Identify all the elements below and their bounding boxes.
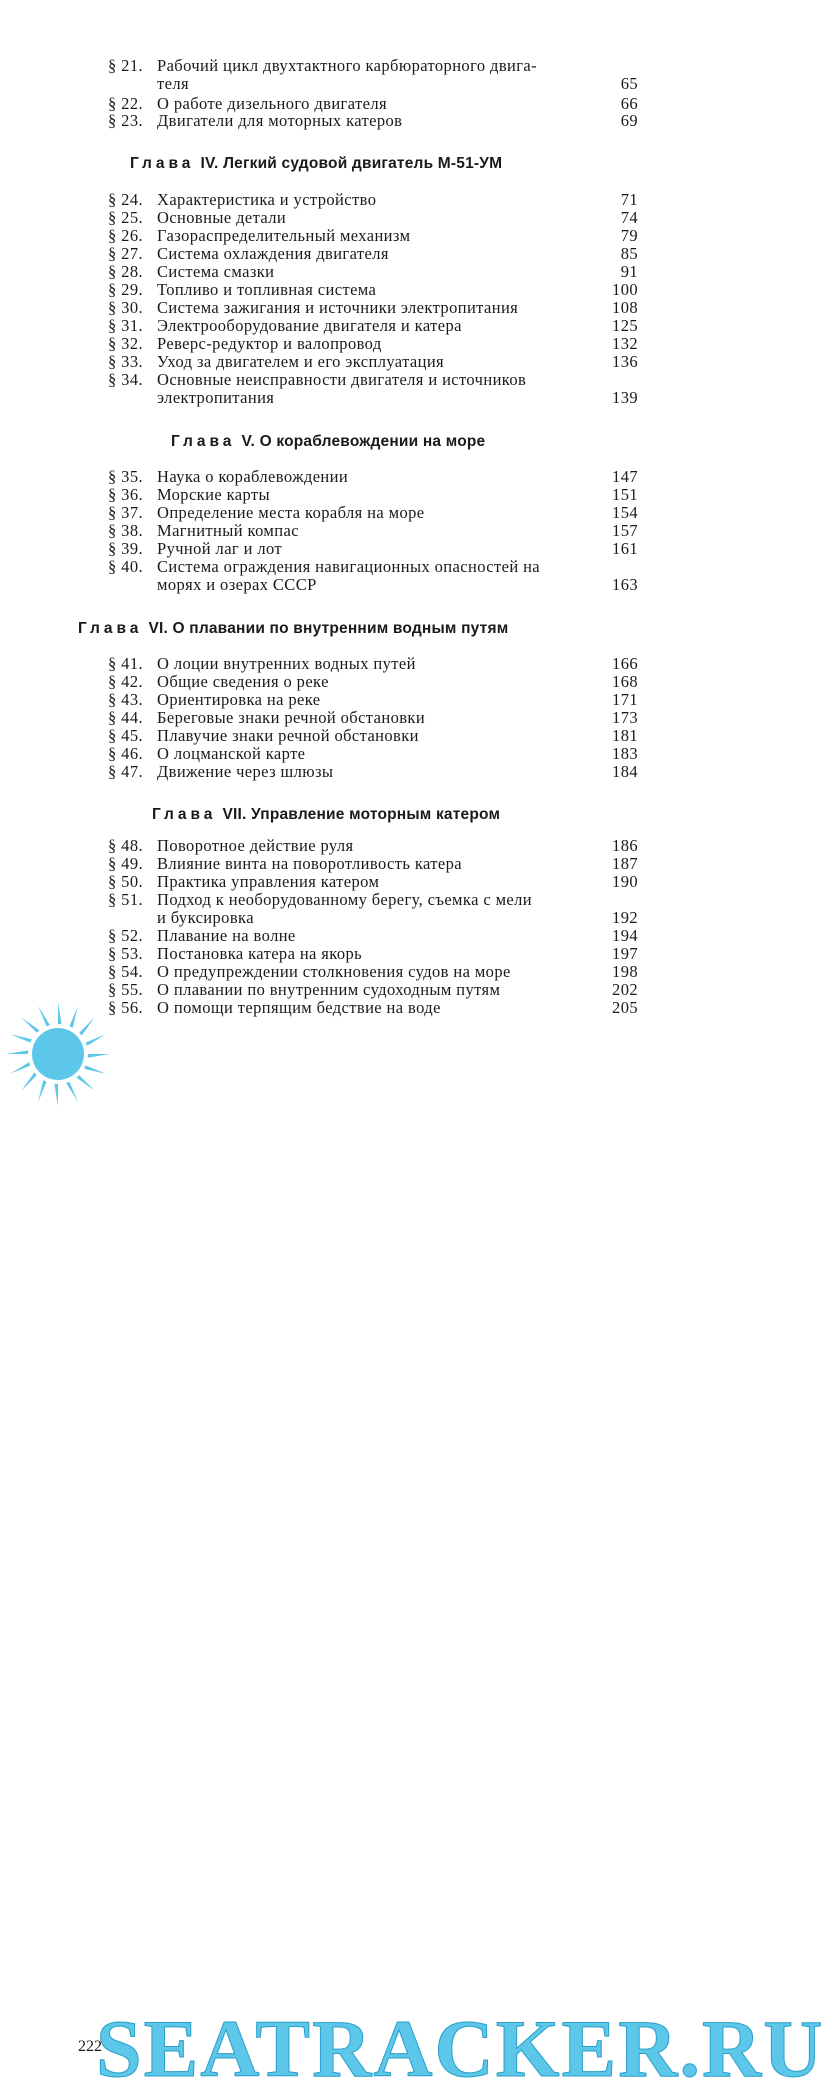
section-title xyxy=(157,727,638,745)
section-title-line: Система охлаждения двигателя xyxy=(157,244,389,263)
section-title-line: и буксировка xyxy=(157,907,254,927)
section-title xyxy=(157,673,638,691)
section-title xyxy=(157,558,638,594)
section-title xyxy=(157,112,638,130)
toc-entry xyxy=(108,468,638,486)
section-title xyxy=(157,981,638,999)
section-number: § 33. xyxy=(108,352,143,371)
section-number: § 45. xyxy=(108,726,143,745)
toc-entry xyxy=(108,981,638,999)
toc-entry xyxy=(108,891,638,927)
chapter-heading: Глава VII. Управление моторным катером xyxy=(152,806,501,823)
section-number: § 42. xyxy=(108,672,143,691)
page-ref: 125 xyxy=(612,316,638,335)
toc-entry xyxy=(108,281,638,299)
section-title-line: Система зажигания и источники электропитания xyxy=(157,298,519,317)
section-number: § 35. xyxy=(108,467,143,486)
section-title xyxy=(157,873,638,891)
toc-entry xyxy=(108,522,638,540)
section-title-line: Основные неисправности двигателя и источников xyxy=(157,370,527,389)
section-title xyxy=(157,353,638,371)
toc-entry xyxy=(108,837,638,855)
section-number: § 29. xyxy=(108,280,143,299)
page-ref: 161 xyxy=(612,539,638,558)
section-title xyxy=(157,522,638,540)
page-ref: 139 xyxy=(612,387,638,407)
toc-entry xyxy=(108,371,638,407)
section-number: § 43. xyxy=(108,690,143,709)
section-title xyxy=(157,763,638,781)
section-number: § 51. xyxy=(108,890,143,909)
section-title xyxy=(157,927,638,945)
page-ref: 194 xyxy=(612,926,638,945)
section-title xyxy=(157,504,638,522)
section-title xyxy=(157,299,638,317)
toc-entry xyxy=(108,209,638,227)
section-number: § 53. xyxy=(108,944,143,963)
section-number: § 31. xyxy=(108,316,143,335)
page-ref: 65 xyxy=(620,73,638,93)
toc-entry xyxy=(108,945,638,963)
section-title-line: Ручной лаг и лот xyxy=(157,539,283,558)
toc-entry xyxy=(108,191,638,209)
toc-entry xyxy=(108,655,638,673)
page-ref: 184 xyxy=(612,762,638,781)
section-title xyxy=(157,371,638,407)
section-number: § 24. xyxy=(108,190,143,209)
section-title-line: Уход за двигателем и его эксплуатация xyxy=(157,352,445,371)
section-title-line: теля xyxy=(157,73,189,93)
page-ref: 74 xyxy=(620,208,638,227)
section-number: § 39. xyxy=(108,539,143,558)
page-ref: 183 xyxy=(612,744,638,763)
toc-entry xyxy=(108,963,638,981)
section-number: § 38. xyxy=(108,521,143,540)
section-title-line: Система смазки xyxy=(157,262,275,281)
section-title-line: Определение места корабля на море xyxy=(157,503,425,522)
toc-entry xyxy=(108,927,638,945)
section-title xyxy=(157,245,638,263)
toc-entry xyxy=(108,709,638,727)
toc-entry xyxy=(108,245,638,263)
section-number: § 37. xyxy=(108,503,143,522)
section-title xyxy=(157,709,638,727)
toc-entry xyxy=(108,317,638,335)
section-title-line: Топливо и топливная система xyxy=(157,280,377,299)
toc-entry xyxy=(108,727,638,745)
toc-entry xyxy=(108,335,638,353)
section-title xyxy=(157,468,638,486)
page-ref: 136 xyxy=(612,352,638,371)
toc-entry xyxy=(108,299,638,317)
toc-entry xyxy=(108,540,638,558)
section-title-line: Ориентировка на реке xyxy=(157,690,321,709)
section-number: § 56. xyxy=(108,998,143,1017)
section-number: § 44. xyxy=(108,708,143,727)
page-ref: 151 xyxy=(612,485,638,504)
section-title-line: Рабочий цикл двухтактного карбюраторного двига- xyxy=(157,56,538,75)
page-ref: 154 xyxy=(612,503,638,522)
section-number: § 30. xyxy=(108,298,143,317)
toc-entry xyxy=(108,57,638,93)
page-ref: 166 xyxy=(612,654,638,673)
section-number: § 50. xyxy=(108,872,143,891)
toc-entry xyxy=(108,691,638,709)
section-number: § 26. xyxy=(108,226,143,245)
section-title-line: О работе дизельного двигателя xyxy=(157,94,387,113)
section-number: § 52. xyxy=(108,926,143,945)
section-number: § 27. xyxy=(108,244,143,263)
toc-entry xyxy=(108,673,638,691)
section-number: § 41. xyxy=(108,654,143,673)
watermark-text: SEATRACKER.RU xyxy=(96,2003,824,2094)
section-title-line: Общие сведения о реке xyxy=(157,672,329,691)
section-title-line: морях и озерах СССР xyxy=(157,574,317,594)
section-title xyxy=(157,540,638,558)
section-number: § 36. xyxy=(108,485,143,504)
page-ref: 197 xyxy=(612,944,638,963)
page-ref: 190 xyxy=(612,872,638,891)
section-number: § 32. xyxy=(108,334,143,353)
section-number: § 48. xyxy=(108,836,143,855)
page-ref: 66 xyxy=(620,94,638,113)
section-title-line: Электрооборудование двигателя и катера xyxy=(157,316,462,335)
toc-entry xyxy=(108,486,638,504)
section-title xyxy=(157,945,638,963)
section-number: § 54. xyxy=(108,962,143,981)
section-title-line: Подход к необорудованному берегу, съемка с мели xyxy=(157,890,532,909)
section-title xyxy=(157,281,638,299)
section-title xyxy=(157,335,638,353)
page-ref: 69 xyxy=(620,111,638,130)
page-ref: 163 xyxy=(612,574,638,594)
section-title-line: Плавучие знаки речной обстановки xyxy=(157,726,419,745)
page-ref: 85 xyxy=(620,244,638,263)
toc-entry xyxy=(108,873,638,891)
section-number: § 46. xyxy=(108,744,143,763)
chapter-heading: Глава IV. Легкий судовой двигатель М-51-УМ xyxy=(130,155,503,172)
section-title-line: О лоцманской карте xyxy=(157,744,306,763)
section-title-line: Постановка катера на якорь xyxy=(157,944,363,963)
section-title-line: Практика управления катером xyxy=(157,872,380,891)
section-number: § 28. xyxy=(108,262,143,281)
section-title xyxy=(157,317,638,335)
section-title-line: Наука о кораблевождении xyxy=(157,467,349,486)
section-title xyxy=(157,486,638,504)
section-title xyxy=(157,57,638,93)
page-ref: 71 xyxy=(620,190,638,209)
toc-entry xyxy=(108,263,638,281)
section-title xyxy=(157,745,638,763)
section-title xyxy=(157,209,638,227)
chapter-heading: Глава VI. О плавании по внутренним водным путям xyxy=(78,620,509,637)
section-title-line: О плавании по внутренним судоходным путям xyxy=(157,980,501,999)
section-title xyxy=(157,263,638,281)
page-ref: 205 xyxy=(612,998,638,1017)
section-number: § 49. xyxy=(108,854,143,873)
chapter-heading: Глава V. О кораблевождении на море xyxy=(171,433,486,450)
section-title-line: Береговые знаки речной обстановки xyxy=(157,708,426,727)
page-ref: 157 xyxy=(612,521,638,540)
toc-entry xyxy=(108,227,638,245)
section-number: § 22. xyxy=(108,94,143,113)
section-title-line: Газораспределительный механизм xyxy=(157,226,411,245)
page-ref: 192 xyxy=(612,907,638,927)
footer xyxy=(0,1000,824,2094)
toc-entry xyxy=(108,855,638,873)
page-ref: 79 xyxy=(620,226,638,245)
toc-entry xyxy=(108,763,638,781)
section-title-line: Движение через шлюзы xyxy=(157,762,334,781)
section-title-line: О помощи терпящим бедствие на воде xyxy=(157,998,441,1017)
section-title-line: Морские карты xyxy=(157,485,270,504)
page-ref: 181 xyxy=(612,726,638,745)
section-number: § 25. xyxy=(108,208,143,227)
section-title-line: О лоции внутренних водных путей xyxy=(157,654,416,673)
toc-entry xyxy=(108,504,638,522)
section-title-line: Магнитный компас xyxy=(157,521,299,540)
page-ref: 202 xyxy=(612,980,638,999)
page-ref: 132 xyxy=(612,334,638,353)
section-number: § 21. xyxy=(108,56,143,75)
toc-entry xyxy=(108,112,638,130)
sun-logo-icon xyxy=(0,1000,130,1104)
section-title-line: Двигатели для моторных катеров xyxy=(157,111,403,130)
page-ref: 173 xyxy=(612,708,638,727)
section-title-line: Плавание на волне xyxy=(157,926,296,945)
section-title xyxy=(157,655,638,673)
page-ref: 186 xyxy=(612,836,638,855)
page-ref: 198 xyxy=(612,962,638,981)
section-title-line: электропитания xyxy=(157,387,275,407)
toc-entry xyxy=(108,353,638,371)
toc-entry xyxy=(108,745,638,763)
page-ref: 108 xyxy=(612,298,638,317)
page-ref: 100 xyxy=(612,280,638,299)
section-title-line: Основные детали xyxy=(157,208,287,227)
section-title xyxy=(157,227,638,245)
section-title-line: Поворотное действие руля xyxy=(157,836,354,855)
section-number: § 34. xyxy=(108,370,143,389)
section-title xyxy=(157,837,638,855)
section-title-line: Влияние винта на поворотливость катера xyxy=(157,854,463,873)
page-ref: 147 xyxy=(612,467,638,486)
section-title-line: О предупреждении столкновения судов на море xyxy=(157,962,511,981)
section-number: § 40. xyxy=(108,557,143,576)
page-number: 222 xyxy=(78,2038,102,2055)
section-number: § 47. xyxy=(108,762,143,781)
page-ref: 187 xyxy=(612,854,638,873)
section-title xyxy=(157,963,638,981)
section-number: § 55. xyxy=(108,980,143,999)
section-title xyxy=(157,891,638,927)
section-title-line: Характеристика и устройство xyxy=(157,190,377,209)
section-title-line: Система ограждения навигационных опасностей на xyxy=(157,557,541,576)
section-title xyxy=(157,191,638,209)
toc-entry xyxy=(108,558,638,594)
page-ref: 171 xyxy=(612,690,638,709)
section-title xyxy=(157,691,638,709)
section-number: § 23. xyxy=(108,111,143,130)
section-title xyxy=(157,855,638,873)
page-ref: 91 xyxy=(620,262,638,281)
section-title-line: Реверс-редуктор и валопровод xyxy=(157,334,382,353)
page-ref: 168 xyxy=(612,672,638,691)
